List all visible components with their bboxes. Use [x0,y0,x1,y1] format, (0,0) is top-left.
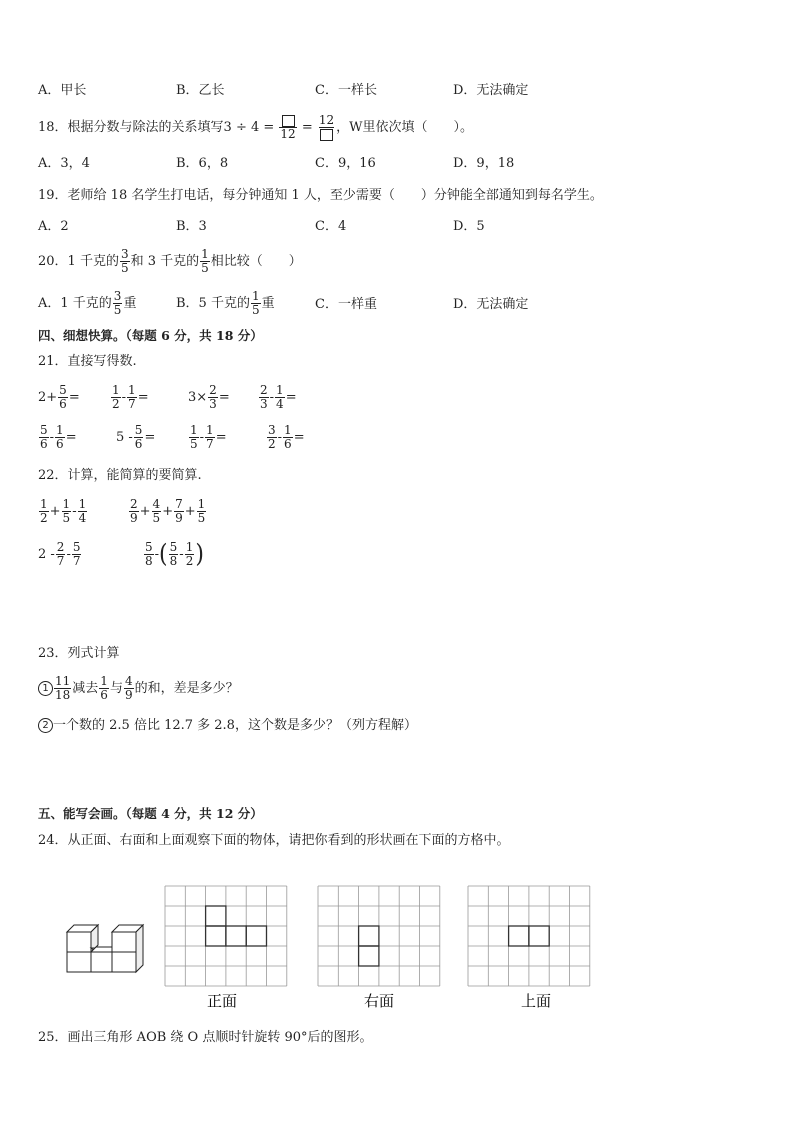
q18-frac2-num: 12 [318,113,335,127]
frac-den: 7 [128,397,136,411]
frac-den: 6 [134,437,143,451]
frac-den: 2 [185,554,194,568]
frac-num: 1 [100,674,108,688]
equals: = [218,390,230,405]
frac-den: 5 [197,511,206,525]
frac-num: 2 [56,540,65,554]
frac-den: 9 [130,511,138,525]
frac-den: 6 [56,437,64,451]
operator: 2 - [38,547,55,562]
frac-num: 7 [175,497,183,511]
section-5-title: 五、能写会画。（每题 4 分，共 12 分） [38,806,263,821]
frac-den: 4 [78,511,87,525]
frac-num: 1 [190,423,198,437]
equals: = [137,390,149,405]
example-cell [226,926,246,946]
q21-title: 21．直接写得数. [38,354,137,369]
frac-num: 1 [206,423,214,437]
circled-number-1: 1 [38,681,53,696]
equals: = [65,430,77,445]
top-view-grid[interactable] [468,886,590,986]
frac-den: 6 [40,437,48,451]
q20-text-2: 和 3 千克的 [130,254,200,269]
example-cell [359,926,379,946]
frac-num: 1 [251,289,260,303]
q18-expression: 3 ÷ 4 = [223,120,275,135]
q25-question: 25．画出三角形 AOB 绕 O 点顺时针旋转 90°后的图形。 [38,1030,373,1045]
operator: - [66,547,71,562]
grid-label-top: 上面 [520,992,552,1010]
term-text: 5 - [116,430,133,445]
frac-den: 7 [206,437,214,451]
frac-den: 8 [145,554,153,568]
q17-option-a: A．甲长 [38,83,87,98]
option-text: B．5 千克的 [176,296,250,311]
frac-num: 5 [134,423,143,437]
operator: - [269,390,275,405]
example-cell [206,906,226,926]
frac-num: 1 [284,423,292,437]
frac-den: 7 [56,554,65,568]
frac-den: 5 [152,511,161,525]
frac-num: 1 [128,383,136,397]
frac-den: 18 [55,688,71,702]
frac-den: 2 [112,397,120,411]
q20-option-c: C．一样重 [315,297,377,312]
frac-den: 4 [276,397,284,411]
q19-option-a: A．2 [38,219,69,234]
q23-title: 23．列式计算 [38,646,120,661]
section-4-title: 四、细想快算。（每题 6 分，共 18 分） [38,328,263,343]
q18-suffix: ，W里依次填（ ）。 [336,120,474,135]
example-cell [246,926,266,946]
right-view-grid[interactable] [318,886,440,986]
operator: - [121,390,127,405]
frac-num: 5 [169,540,178,554]
frac-num: 1 [185,540,194,554]
option-text: A．1 千克的 [38,296,112,311]
frac-num: 1 [40,497,48,511]
frac-num: 11 [55,674,71,688]
frac-den: 9 [175,511,183,525]
frac-den: 3 [260,397,268,411]
frac-num: 5 [40,423,48,437]
frac-den: 6 [100,688,108,702]
frac-den: 6 [59,397,67,411]
frac-den: 5 [62,511,71,525]
operator: - [277,430,283,445]
cube-object [67,925,143,972]
frac-num: 3 [268,423,276,437]
q22-title: 22．计算，能简算的要简算. [38,468,202,483]
frac-den: 5 [251,303,260,317]
operator: - [49,430,55,445]
frac-den: 5 [190,437,198,451]
frac-num: 1 [197,497,206,511]
operator: - [154,547,160,562]
operator: + [162,504,174,519]
term-text: 2+ [38,390,58,405]
operator: - [199,430,205,445]
circled-number-2: 2 [38,718,53,733]
equals: = [293,430,305,445]
grid-label-right: 右面 [363,992,395,1010]
equals: = [144,430,156,445]
equals: = [215,430,227,445]
frac-num: 2 [130,497,138,511]
frac-num: 4 [124,674,133,688]
frac-num: 4 [152,497,161,511]
q17-option-d: D．无法确定 [453,83,529,98]
frac-num: 1 [201,247,209,261]
q18-option-c: C．9，16 [315,156,376,171]
frac-num: 3 [113,289,122,303]
q19-option-b: B．3 [176,219,207,234]
frac-num: 1 [56,423,64,437]
front-view-grid[interactable] [165,886,287,986]
frac-num: 1 [78,497,87,511]
q24-question: 24．从正面、右面和上面观察下面的物体，请把你看到的形状画在下面的方格中。 [38,833,510,848]
q19-question: 19．老师给 18 名学生打电话，每分钟通知 1 人，至少需要（ ）分钟能全部通知到每名学生。 [38,188,603,203]
q18-option-a: A．3，4 [38,156,90,171]
q17-option-c: C．一样长 [315,83,377,98]
frac-den: 3 [209,397,217,411]
equals: = [285,390,297,405]
term-text: 3× [188,390,208,405]
frac-num: 3 [120,247,129,261]
operator: - [72,504,77,519]
frac-num: 2 [260,383,268,397]
q19-option-c: C．4 [315,219,347,234]
operator: + [49,504,61,519]
q20-text-1: 20．1 千克的 [38,254,119,269]
q17-option-b: B．乙长 [176,83,225,98]
bracket: ) [195,539,204,569]
example-cell [206,926,226,946]
frac-den: 2 [40,511,48,525]
q18-equals: = [301,120,313,135]
frac-den: 8 [169,554,178,568]
item-text: 的和，差是多少？ [134,681,239,696]
frac-den: 2 [268,437,276,451]
frac-num: 1 [112,383,120,397]
q20-text-3: 相比较（ ） [210,254,302,269]
item-text: 一个数的 2.5 倍比 12.7 多 2.8，这个数是多少？（列方程解） [53,718,417,733]
q18-prefix: 18．根据分数与除法的关系填写 [38,120,224,135]
frac-den: 5 [120,261,129,275]
q18-option-b: B．6，8 [176,156,229,171]
example-cell [359,946,379,966]
example-cell [529,926,549,946]
frac-num: 5 [59,383,67,397]
frac-den: 9 [124,688,133,702]
frac-num: 5 [145,540,153,554]
frac-den: 7 [72,554,81,568]
item-text: 减去 [72,681,99,696]
frac-num: 1 [62,497,71,511]
q18-frac1-den: 12 [280,127,296,141]
example-cell [509,926,529,946]
operator: + [139,504,151,519]
option-suffix: 重 [123,296,137,311]
q19-option-d: D．5 [453,219,485,234]
bracket: ( [159,539,168,569]
frac-num: 1 [276,383,284,397]
frac-num: 5 [72,540,81,554]
item-text: 与 [109,681,123,696]
operator: + [184,504,196,519]
grid-label-front: 正面 [206,992,238,1010]
q20-option-d: D．无法确定 [453,297,529,312]
frac-den: 5 [113,303,122,317]
option-suffix: 重 [261,296,275,311]
equals: = [68,390,80,405]
frac-den: 6 [284,437,292,451]
frac-den: 5 [201,261,209,275]
frac-num: 2 [209,383,217,397]
operator: - [179,547,184,562]
q18-option-d: D．9，18 [453,156,515,171]
